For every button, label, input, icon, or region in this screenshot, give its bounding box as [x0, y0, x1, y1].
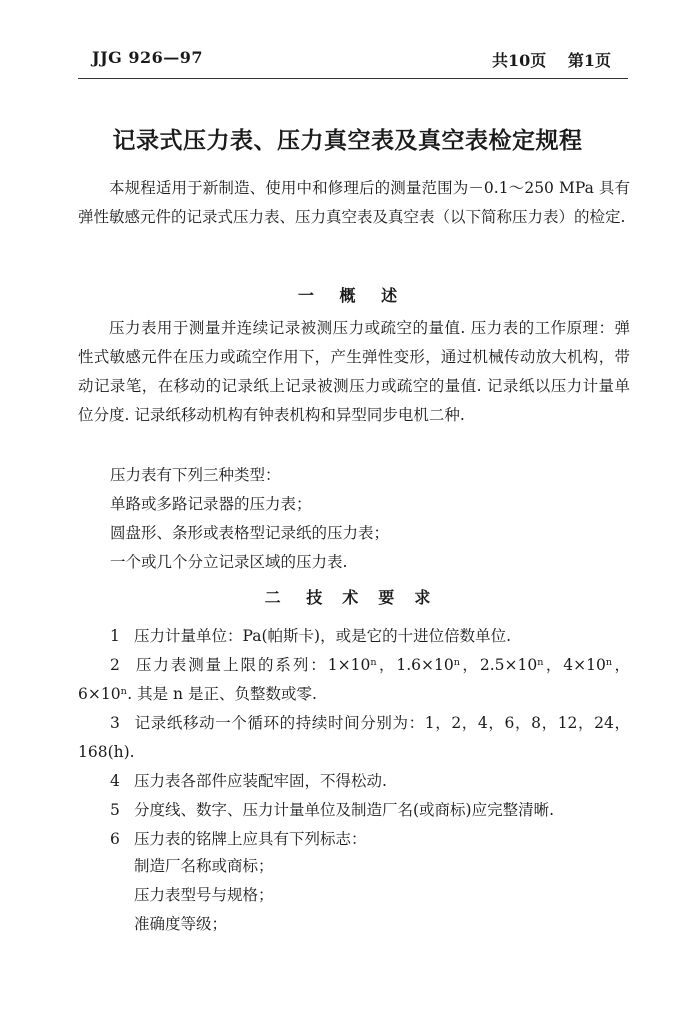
requirement-item — [110, 767, 630, 796]
item-text: 压力表各部件应装配牢固，不得松动. — [134, 772, 387, 790]
item-number: 5 — [110, 801, 120, 819]
type-item: 一个或几个分立记录区域的压力表. — [110, 553, 348, 571]
requirement-item — [110, 825, 630, 854]
section-2-title-char: 要 — [378, 588, 395, 607]
requirement-item — [78, 709, 630, 767]
item-number: 1 — [110, 627, 120, 645]
section-1-heading — [0, 283, 695, 306]
section-2-title-char: 技 — [306, 588, 323, 607]
overview-paragraph: 压力表用于测量并连续记录被测压力或疏空的量值. 压力表的工作原理：弹性式敏感元件在压力或疏空作用下，产生弹性变形，通过机械传动放大机构，带动记录笔，在移动的记录纸上记录被测压力或疏空的量值. 记录纸以压力计量单位分度. 记录纸移动机构有钟表机构和异型同步电机二种. — [78, 319, 630, 424]
standard-code: JJG 926—97 — [92, 48, 204, 67]
item-number: 6 — [110, 830, 120, 848]
page-number: 第1页 — [567, 51, 611, 70]
section-1-number: 一 — [297, 286, 314, 305]
type-item: 圆盘形、条形或表格型记录纸的压力表； — [110, 524, 390, 542]
nameplate-mark: 准确度等级； — [134, 915, 228, 933]
section-2-title-char: 求 — [414, 588, 431, 607]
item-text: 压力表测量上限的系列：1×10ⁿ，1.6×10ⁿ，2.5×10ⁿ，4×10ⁿ，6×10ⁿ. 其是 n 是正、负整数或零. — [78, 656, 630, 703]
item-number: 2 — [110, 656, 120, 674]
section-1-title-a: 概 — [339, 286, 356, 305]
nameplate-mark: 压力表型号与规格； — [134, 886, 274, 904]
section-1-title-b: 述 — [381, 286, 398, 305]
item-text: 记录纸移动一个循环的持续时间分别为：1，2，4，6，8，12，24，168(h). — [78, 714, 630, 761]
page-info — [492, 48, 611, 71]
section-2-number: 二 — [264, 588, 281, 607]
item-text: 分度线、数字、压力计量单位及制造厂名(或商标)应完整清晰. — [134, 801, 555, 819]
intro-paragraph: 本规程适用于新制造、使用中和修理后的测量范围为－0.1～250 MPa 具有弹性敏感元件的记录式压力表、压力真空表及真空表（以下简称压力表）的检定. — [78, 179, 630, 226]
header-rule — [78, 78, 628, 79]
item-number: 4 — [110, 772, 120, 790]
types-intro: 压力表有下列三种类型： — [110, 466, 281, 484]
requirement-item — [110, 796, 630, 825]
type-item: 单路或多路记录器的压力表； — [110, 495, 312, 513]
document-title: 记录式压力表、压力真空表及真空表检定规程 — [112, 127, 583, 154]
section-2-heading — [0, 585, 695, 608]
total-pages: 共10页 — [492, 51, 547, 70]
requirement-item — [110, 622, 630, 651]
item-text: 压力计量单位：Pa(帕斯卡)，或是它的十进位倍数单位. — [134, 627, 511, 645]
nameplate-mark: 制造厂名称或商标； — [134, 857, 274, 875]
requirement-item — [78, 651, 630, 709]
item-text: 压力表的铭牌上应具有下列标志： — [134, 830, 367, 848]
section-2-title-char: 术 — [342, 588, 359, 607]
item-number: 3 — [110, 714, 120, 732]
